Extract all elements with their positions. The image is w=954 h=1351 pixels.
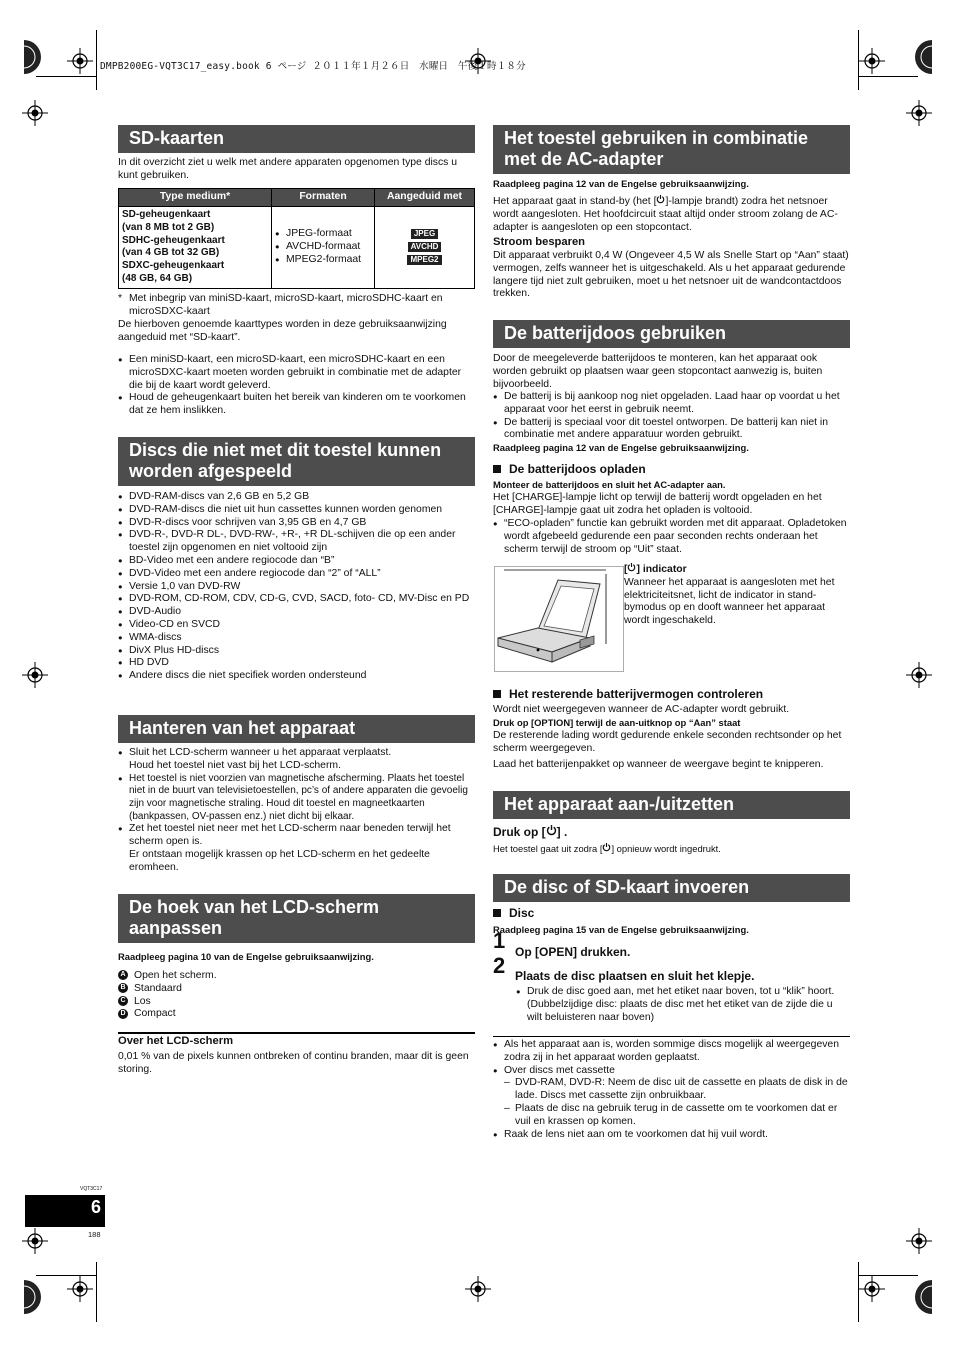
media-line: (van 8 MB tot 2 GB) xyxy=(122,221,215,233)
list-item: ● BD-Video met een andere regiocode dan “B” xyxy=(118,555,475,568)
media-table xyxy=(118,188,475,289)
divider xyxy=(493,1036,850,1037)
insert-notes xyxy=(493,1039,850,1141)
trim-line xyxy=(96,1262,97,1322)
list-item-text: Compact xyxy=(134,1008,176,1020)
letter-badge: B xyxy=(118,983,128,993)
battery-intro: Door de meegeleverde batterijdoos te monteren, kan het apparaat ook worden gebruikt op plaatsen waar geen stopcontact aanwezig is, buiten bijvoorbeeld. xyxy=(493,353,823,390)
remaining-text: De resterende lading wordt gedurende enkele seconden rechtsonder op het scherm weergegeven. xyxy=(493,730,842,754)
media-line: SD-geheugenkaart xyxy=(122,209,211,220)
text-part: Het toestel gaat uit zodra [ xyxy=(493,843,603,854)
subheading-text: Disc xyxy=(509,906,535,920)
indicator-label: [ ] indicator xyxy=(624,564,687,575)
footnote-mark: * xyxy=(118,293,123,304)
square-bullet-icon xyxy=(493,909,501,917)
dash-icon: – xyxy=(504,1077,510,1089)
table-header: Type medium* xyxy=(119,189,272,207)
registration-mark-icon xyxy=(859,48,885,74)
section-title-ac-adapter: Het toestel gebruiken in combinatie met de AC-adapter xyxy=(493,125,850,174)
power-saving-text: Dit apparaat verbruikt 0,4 W (Ongeveer 4,5 W als Snelle Start op “Aan” staat) vermogen, zelfs wanneer het is uitgeschakeld. Als u het apparaat gedurende langere tijd niet zult gebruiken, moet u het netsnoer uit de wandcontactdoos trekken. xyxy=(493,250,849,300)
lcd-note: 0,01 % van de pixels kunnen ontbreken of continu branden, maar dit is geen storing. xyxy=(118,1051,469,1075)
section-title-insert: De disc of SD-kaart invoeren xyxy=(493,874,850,902)
section-title-power: Het apparaat aan-/uitzetten xyxy=(493,791,850,819)
text-part: ] . xyxy=(556,825,568,839)
media-line: (van 4 GB tot 32 GB) xyxy=(122,247,220,259)
sd-bullets xyxy=(118,354,475,418)
sub-page-number: 188 xyxy=(88,1230,101,1239)
trim-line xyxy=(36,76,96,77)
registration-mark-icon xyxy=(67,48,93,74)
indicator-callout xyxy=(624,562,850,628)
list-item: ● DVD-Audio xyxy=(118,606,475,619)
reference-note: Raadpleeg pagina 12 van de Engelse gebruiksaanwijzing. xyxy=(493,178,749,189)
sd-intro: In dit overzicht ziet u welk met andere apparaten opgenomen type discs u kunt gebruiken. xyxy=(118,157,458,181)
trim-line xyxy=(858,30,859,90)
step-text: Plaats de disc plaatsen en sluit het klepje. xyxy=(515,969,755,983)
section-title-lcd-angle: De hoek van het LCD-scherm aanpassen xyxy=(118,894,475,943)
list-item: ● DVD-R-discs voor schrijven van 3,95 GB en 4,7 GB xyxy=(118,517,475,530)
power-instruction xyxy=(493,824,850,839)
list-item xyxy=(118,970,475,983)
list-item xyxy=(118,747,475,773)
list-item: ● De batterij is bij aankoop nog niet opgeladen. Laad haar op voordat u het apparaat voor het eerst in gebruik neemt. xyxy=(493,391,850,417)
list-item: ● DVD-Video met een andere regiocode dan “2” of “ALL” xyxy=(118,568,475,581)
list-item xyxy=(118,996,475,1009)
registration-mark-icon xyxy=(906,100,932,126)
list-item: ● Versie 1,0 van DVD-RW xyxy=(118,581,475,594)
square-bullet-icon xyxy=(493,690,501,698)
page-number: 6 xyxy=(25,1195,105,1227)
table-header: Formaten xyxy=(272,189,375,207)
trim-line xyxy=(858,1275,918,1276)
section-title-handling: Hanteren van het apparaat xyxy=(118,715,475,743)
remaining-text: Laad het batterijenpakket op wanneer de weergave begint te knipperen. xyxy=(493,759,824,770)
charge-text: Het [CHARGE]-lampje licht op terwijl de batterij wordt opgeladen en het [CHARGE]-lampje gaat uit zodra het opladen is voltooid. xyxy=(493,492,822,516)
registration-mark-icon xyxy=(22,662,48,688)
eco-bullets xyxy=(493,518,850,556)
list-item-text: Los xyxy=(134,995,151,1007)
formats-cell xyxy=(272,207,375,289)
list-item: ● Andere discs die niet specifiek worden ondersteund xyxy=(118,670,475,683)
section-title-sd-cards: SD-kaarten xyxy=(118,125,475,153)
list-item-text: Over discs met cassette xyxy=(504,1064,615,1076)
sd-note: De hierboven genoemde kaarttypes worden in deze gebruiksaanwijzing aangeduid met “SD-kaart”. xyxy=(118,319,447,343)
registration-mark-icon xyxy=(906,662,932,688)
dash-text: Plaats de disc na gebruik terug in de cassette om te voorkomen dat er vuil en krassen op komen. xyxy=(515,1102,838,1127)
subheading: Over het LCD-scherm xyxy=(118,1035,234,1047)
trim-line xyxy=(96,30,97,90)
reference-note: Raadpleeg pagina 15 van de Engelse gebruiksaanwijzing. xyxy=(493,924,749,935)
dash-icon: – xyxy=(504,1102,510,1114)
doc-code: VQT3C17 xyxy=(80,1186,103,1192)
subheading-disc xyxy=(493,906,850,920)
color-wheel-mark-icon xyxy=(914,40,932,74)
format-item: ● MPEG2-formaat xyxy=(275,254,371,267)
sd-footnote xyxy=(118,293,475,319)
charge-instruction: Monteer de batterijdoos en sluit het AC-adapter aan. xyxy=(493,479,726,490)
registration-mark-icon xyxy=(465,1276,491,1302)
indicator-text: Wanneer het apparaat is aangesloten met het elektriciteitsnet, licht de indicator in stand-bymodus op en dooft wanneer het apparaat wordt ingeschakeld. xyxy=(624,576,835,627)
badges-cell xyxy=(375,207,475,289)
text-part: ] opnieuw wordt ingedrukt. xyxy=(611,843,721,854)
dash-text: DVD-RAM, DVD-R: Neem de disc uit de cassette en plaats de disk in de lade. Discs met cassette zijn onbruikbaar. xyxy=(515,1077,848,1102)
list-item: ● DVD-R-, DVD-R DL-, DVD-RW-, +R-, +R DL-schijven die op een ander toestel zijn opgenomen en niet voltooid zijn xyxy=(118,529,475,555)
text-part: Druk op [ xyxy=(493,825,546,839)
list-item-text: Houd het toestel niet vast bij het LCD-scherm. xyxy=(129,759,341,771)
list-item-text: Zet het toestel niet neer met het LCD-scherm naar beneden terwijl het scherm open is. xyxy=(129,823,451,848)
list-item: ● Als het apparaat aan is, worden sommige discs mogelijk al weergegeven zodra zij in het apparaat worden geplaatst. xyxy=(493,1039,850,1065)
list-item: ● DVD-ROM, CD-ROM, CDV, CD-G, CVD, SACD, foto- CD, MV-Disc en PD xyxy=(118,593,475,606)
letter-badge: C xyxy=(118,996,128,1006)
registration-mark-icon xyxy=(859,1276,885,1302)
step-text: Op [OPEN] drukken. xyxy=(515,945,631,959)
list-item xyxy=(118,823,475,874)
square-bullet-icon xyxy=(493,465,501,473)
reference-note: Raadpleeg pagina 12 van de Engelse gebruiksaanwijzing. xyxy=(493,442,749,453)
list-item-text: Open het scherm. xyxy=(134,970,217,981)
list-item: ● Raak de lens niet aan om te voorkomen dat hij vuil wordt. xyxy=(493,1129,850,1142)
remaining-text: Wordt niet weergegeven wanneer de AC-adapter wordt gebruikt. xyxy=(493,704,790,715)
list-item: ● Houd de geheugenkaart buiten het bereik van kinderen om te voorkomen dat ze hem inslikken. xyxy=(118,392,475,418)
color-wheel-mark-icon xyxy=(24,1280,42,1314)
list-item: ● Druk de disc goed aan, met het etiket naar boven, tot u “klik” hoort. (Dubbelzijdige disc: plaats de disc met het etiket van de zijde die u wilt beluisteren naar boven) xyxy=(516,986,850,1024)
format-item: ● AVCHD-formaat xyxy=(275,241,371,254)
list-item: ● DVD-RAM-discs die niet uit hun cassettes kunnen worden genomen xyxy=(118,504,475,517)
text-part: ]-lampje brandt) zodra het netsnoer wordt aangesloten. Het hoofdcircuit staat altijd onder stroom zolang de AC-adapter is aangesloten op een stopcontact. xyxy=(493,196,838,233)
list-item xyxy=(118,983,475,996)
trim-line xyxy=(36,1275,96,1276)
subheading: Stroom besparen xyxy=(493,236,586,248)
list-item-text: Sluit het LCD-scherm wanneer u het apparaat verplaatst. xyxy=(129,747,392,758)
footnote-text: Met inbegrip van miniSD-kaart, microSD-kaart, microSDHC-kaart en microSDXC-kaart xyxy=(129,293,443,317)
handling-list xyxy=(118,747,475,875)
dash-item xyxy=(504,1077,850,1103)
section-title-battery: De batterijdoos gebruiken xyxy=(493,320,850,348)
step-bullets xyxy=(516,986,850,1024)
list-item xyxy=(493,1065,850,1129)
trim-line xyxy=(858,76,918,77)
step-number: 2 xyxy=(493,953,506,978)
file-info: DMPB200EG-VQT3C17_easy.book 6 ページ ２０１１年１月２６日 水曜日 午後１時１８分 xyxy=(100,61,526,72)
subheading-text: De batterijdoos opladen xyxy=(509,462,646,476)
list-item-text: Er ontstaan mogelijk krassen op het LCD-scherm en het gedeelte eromheen. xyxy=(129,849,430,873)
list-item: ● Een miniSD-kaart, een microSD-kaart, een microSDHC-kaart en een microSDXC-kaart moeten worden gebruikt in combinatie met de adapter die bij de kaart wordt geleverd. xyxy=(118,354,475,392)
power-text xyxy=(493,842,850,856)
list-item: ● Video-CD en SVCD xyxy=(118,619,475,632)
adapter-text xyxy=(493,194,850,234)
discs-list xyxy=(118,491,475,683)
device-illustration xyxy=(494,566,624,672)
format-badge: AVCHD xyxy=(408,242,442,252)
format-item: ● JPEG-formaat xyxy=(275,228,371,241)
list-item: ● WMA-discs xyxy=(118,632,475,645)
media-cell xyxy=(119,207,272,289)
letter-badge: A xyxy=(118,970,128,980)
remaining-instruction: Druk op [OPTION] terwijl de aan-uitknop op “Aan” staat xyxy=(493,717,741,728)
list-item: ● DVD-RAM-discs van 2,6 GB en 5,2 GB xyxy=(118,491,475,504)
registration-mark-icon xyxy=(906,1228,932,1254)
angle-list xyxy=(118,970,475,1021)
list-item xyxy=(118,1008,475,1021)
subheading-charging xyxy=(493,462,850,476)
dash-item xyxy=(504,1103,850,1129)
format-badge: JPEG xyxy=(411,229,438,239)
divider xyxy=(118,1032,475,1034)
text-part: Het apparaat gaat in stand-by (het [ xyxy=(493,196,657,207)
list-item-text: Standaard xyxy=(134,982,182,994)
list-item: ● DivX Plus HD-discs xyxy=(118,645,475,658)
format-badge: MPEG2 xyxy=(407,255,441,265)
media-line: SDXC-geheugenkaart xyxy=(122,260,225,272)
list-item: ● De batterij is speciaal voor dit toestel ontworpen. De batterij kan niet in combinatie met andere apparatuur worden gebruikt. xyxy=(493,417,850,443)
list-item: ● “ECO-opladen” functie kan gebruikt worden met dit apparaat. Opladetoken wordt afgebeeld gedurende een paar seconden rechts onderaan het scherm terwijl de stroom op “Uit” staat. xyxy=(493,518,850,556)
subheading-text: Het resterende batterijvermogen controleren xyxy=(509,687,764,701)
power-icon xyxy=(546,824,557,836)
table-header: Aangeduid met xyxy=(375,189,475,207)
media-line: SDHC-geheugenkaart xyxy=(122,234,225,246)
step-number: 1 xyxy=(493,928,506,953)
list-item-text: Het toestel is niet voorzien van magnetische afscherming. Plaats het toestel niet in de buurt van televisietoestellen, pc’s of andere apparaten die gevoelig zijn voor magnetische straling. Houd dit toestel en magneetkaarten (bankpassen, OV-passen enz.) niet dicht bij elkaar. xyxy=(129,772,468,822)
battery-bullets xyxy=(493,391,850,442)
reference-note: Raadpleeg pagina 10 van de Engelse gebruiksaanwijzing. xyxy=(118,951,374,962)
color-wheel-mark-icon xyxy=(914,1280,932,1314)
list-item xyxy=(118,773,475,824)
trim-line xyxy=(858,1262,859,1322)
indicator-label-text: ] indicator xyxy=(636,564,687,575)
registration-mark-icon xyxy=(22,1228,48,1254)
registration-mark-icon xyxy=(22,100,48,126)
color-wheel-mark-icon xyxy=(24,40,42,74)
list-item: ● HD DVD xyxy=(118,657,475,670)
media-line: (48 GB, 64 GB) xyxy=(122,272,193,284)
subheading-remaining xyxy=(493,687,850,701)
registration-mark-icon xyxy=(67,1276,93,1302)
letter-badge: D xyxy=(118,1009,128,1019)
section-title-discs: Discs die niet met dit toestel kunnen worden afgespeeld xyxy=(118,437,475,486)
